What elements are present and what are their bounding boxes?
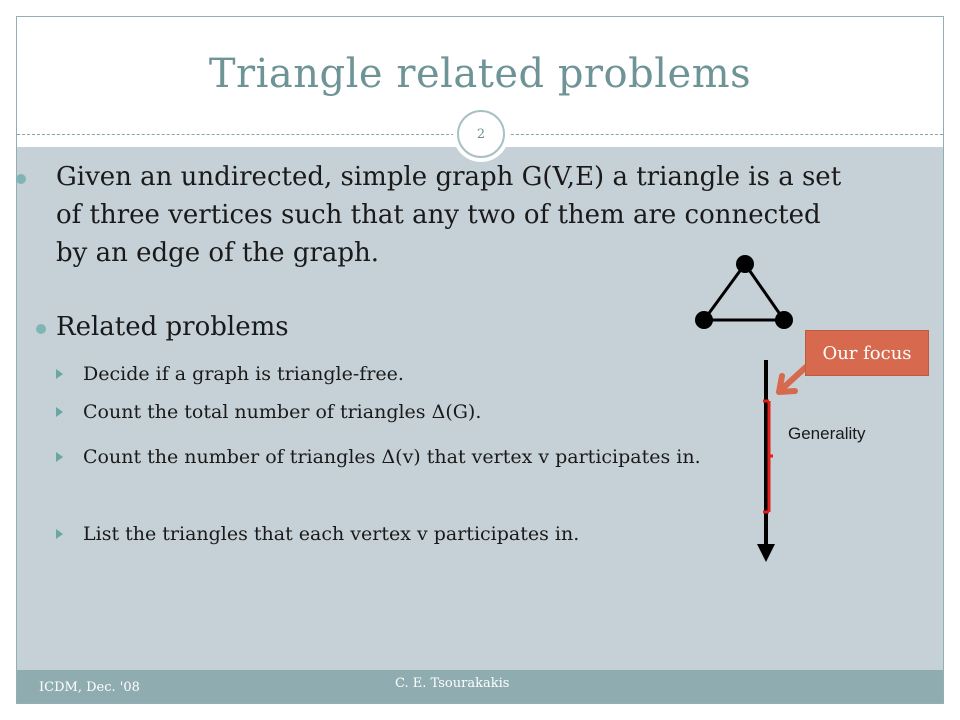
bullet-dot-icon: [16, 174, 26, 184]
related-text: Related problems: [56, 312, 289, 342]
sub-item: [56, 443, 716, 471]
bullet-dot-icon: [36, 324, 46, 334]
footer-bar: [17, 670, 943, 703]
sub-item-text: Decide if a graph is triangle-free.: [83, 363, 404, 385]
arrow-bullet-icon: [56, 407, 63, 417]
sub-item-text: List the triangles that each vertex v participates in.: [83, 523, 580, 545]
slide-title: Triangle related problems: [208, 51, 752, 97]
sub-item: [56, 520, 579, 548]
bullet-definition: [36, 158, 856, 272]
footer-venue: ICDM, Dec. '08: [39, 680, 140, 695]
bullet-related: [56, 308, 289, 346]
page-number: 2: [457, 110, 505, 158]
arrow-bullet-icon: [56, 369, 63, 379]
sub-item-text: Count the number of triangles Δ(v) that vertex v participates in.: [83, 446, 701, 468]
arrow-bullet-icon: [56, 529, 63, 539]
generality-label: Generality: [788, 424, 866, 443]
our-focus-label: Our focus: [805, 330, 929, 376]
sub-item-text: Count the total number of triangles Δ(G).: [83, 401, 482, 423]
arrow-bullet-icon: [56, 452, 63, 462]
sub-item: [56, 398, 481, 426]
sub-item: [56, 360, 404, 388]
footer-author: C. E. Tsourakakis: [395, 676, 510, 691]
definition-text: Given an undirected, simple graph G(V,E) a triangle is a set of three vertices such that any two of them are connected by an edge of the graph.: [56, 162, 842, 268]
